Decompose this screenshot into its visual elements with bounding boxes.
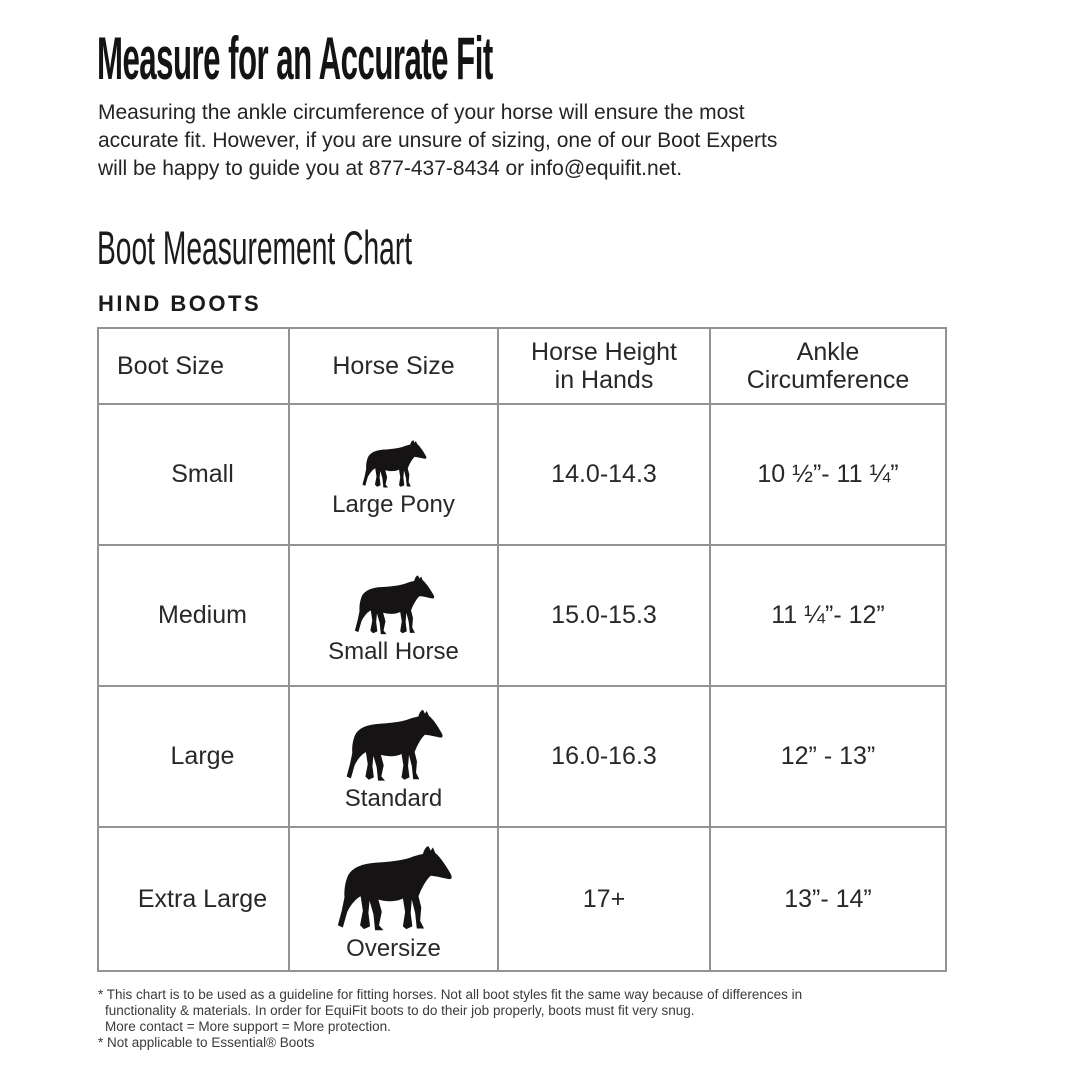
footnote-line: More contact = More support = More protection. — [105, 1019, 391, 1034]
table-row — [98, 827, 946, 971]
table-row — [98, 404, 946, 545]
column-header-boot-size: Boot Size — [98, 328, 289, 404]
horse-size-cell — [289, 827, 498, 971]
horse-icon — [337, 708, 451, 783]
boot-size-cell: Medium — [98, 545, 289, 686]
section-subheading: HIND BOOTS — [98, 291, 262, 316]
horse-size-label: Large Pony — [332, 490, 455, 518]
horse-size-label: Standard — [344, 785, 443, 812]
column-header-ankle-circumference: Ankle Circumference — [710, 328, 946, 404]
intro-line: accurate fit. However, if you are unsure of sizing, one of our Boot Experts — [98, 129, 778, 152]
boot-size-cell: Large — [98, 686, 289, 827]
footnotes — [98, 987, 802, 1051]
ankle-circumference-cell: 13”- 14” — [710, 827, 946, 971]
horse-height-cell: 17+ — [498, 827, 710, 971]
ankle-circumference-cell: 10 ½”- 11 ¼” — [710, 404, 946, 545]
ankle-circumference-cell: 11 ¼”- 12” — [710, 545, 946, 686]
footnote-line: * This chart is to be used as a guideline for fitting horses. Not all boot styles fit the same way because of differences in — [98, 987, 803, 1002]
table-row — [98, 686, 946, 827]
boot-size-cell: Extra Large — [98, 827, 289, 971]
section-heading: Boot Measurement Chart — [97, 221, 413, 274]
ankle-circumference-cell: 12” - 13” — [710, 686, 946, 827]
footnote-line: * Not applicable to Essential® Boots — [98, 1035, 315, 1050]
intro-line: Measuring the ankle circumference of your horse will ensure the most — [98, 101, 745, 124]
horse-size-label: Oversize — [346, 934, 441, 962]
table-row — [98, 545, 946, 686]
page-title: Measure for an Accurate Fit — [97, 25, 493, 92]
horse-icon — [327, 844, 461, 933]
horse-size-cell — [289, 404, 498, 545]
horse-height-cell: 14.0-14.3 — [498, 404, 710, 545]
table-header-row — [98, 328, 946, 404]
horse-icon — [356, 439, 432, 489]
horse-size-cell — [289, 686, 498, 827]
footnote-line: functionality & materials. In order for EquiFit boots to do their job properly, boots must fit very snug. — [105, 1003, 695, 1018]
horse-height-cell: 15.0-15.3 — [498, 545, 710, 686]
horse-height-cell: 16.0-16.3 — [498, 686, 710, 827]
intro-line: will be happy to guide you at 877-437-8434 or info@equifit.net. — [98, 157, 683, 180]
horse-size-label: Small Horse — [328, 637, 459, 665]
horse-size-cell — [289, 545, 498, 686]
column-header-horse-height: Horse Height in Hands — [498, 328, 710, 404]
boot-size-cell: Small — [98, 404, 289, 545]
boot-measurement-table — [97, 327, 947, 972]
horse-icon — [347, 574, 441, 636]
intro-paragraph — [98, 99, 777, 183]
column-header-horse-size: Horse Size — [289, 328, 498, 404]
